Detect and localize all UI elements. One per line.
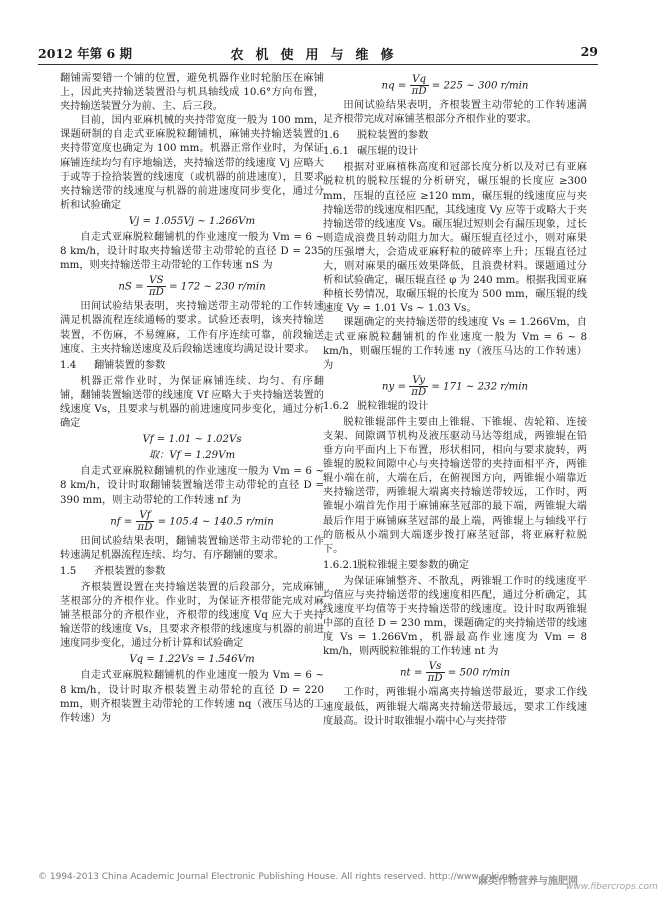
paragraph: 田间试验结果表明，齐根装置主动带轮的工作转速满足齐根带完成对麻铺茎根部分齐根作业的要求。	[323, 100, 587, 126]
section-title: 脱粒锥辊的设计	[357, 400, 429, 412]
fraction	[147, 275, 166, 298]
section-number: 1.4	[60, 359, 77, 371]
equation	[323, 661, 587, 684]
equation	[60, 275, 324, 298]
journal-title: 农机使用与维修	[230, 48, 406, 63]
denominator: πD	[411, 386, 427, 398]
page-footer	[38, 872, 658, 892]
equation-rhs: = 172 ~ 230 r/min	[165, 281, 266, 293]
section-heading	[60, 359, 324, 373]
paragraph: 自走式亚麻脱粒翻铺机的作业速度一般为 Vm = 6 ~ 8 km/h，设计时取齐根装置主动带轮的直径 D = 220 mm，则齐根装置主动带轮的工作转速 nq（液压马达的工作转速）为	[60, 670, 324, 724]
paragraph: 课题确定的夹持输送带的线速度 Vs = 1.266Vm，自走式亚麻脱粒翻铺机的作业速度一般为 Vm = 6 ~ 8 km/h，则碾压辊的工作转速 ny（液压马达的工作转速）为	[323, 317, 587, 371]
section-number: 1.6.2.1	[323, 559, 359, 571]
section-title: 脱粒锥辊主要参数的确定	[357, 559, 470, 571]
numerator: VS	[147, 275, 166, 287]
numerator: Vf	[136, 510, 155, 522]
equation: 取：Vf = 1.29Vm	[148, 450, 236, 462]
equation-rhs: = 171 ~ 232 r/min	[428, 381, 529, 393]
fraction	[409, 375, 428, 398]
section-heading	[323, 400, 587, 414]
paragraph: 田间试验结果表明，夹持输送带主动带轮的工作转速满足机器流程连续通畅的要求。试验还表明，该夹持输送装置，不伤麻，不易缠麻，工作有序连续可靠，前段输送速度、主夹持输送速度及后段输送速度均满足设计要求。	[60, 301, 324, 355]
equation-lhs: nf =	[110, 516, 136, 528]
equation-lhs: nq =	[381, 80, 410, 92]
section-heading	[323, 129, 587, 143]
paragraph: 目前，国内亚麻机械的夹持带宽度一般为 100 mm，课题研制的自走式亚麻脱粒翻铺机，麻铺夹持输送装置的夹持带宽度也确定为 100 mm。机器正常作业时，为保证麻铺连续均匀有序地输送，夹持输送带的线速度 Vj 应略大于或等于捡拾装置的线速度（或机器的前进速度），且要求夹持输送带的线速度与机器的前进速度同步变化，通过分析和试验确定	[60, 115, 324, 211]
page-number: 29	[580, 44, 598, 59]
equation: Vf = 1.01 ~ 1.02Vs	[142, 434, 242, 446]
watermark-url: www.fibercrops.com	[566, 882, 658, 892]
section-heading	[60, 565, 324, 579]
section-number: 1.6.2	[323, 400, 349, 412]
equation	[60, 510, 324, 533]
numerator: Vq	[410, 74, 429, 86]
denominator: πD	[411, 86, 427, 97]
issue-label: 2012 年第 6 期	[38, 46, 133, 61]
denominator: πD	[427, 673, 443, 685]
paragraph: 根据对亚麻植株高度和冠部长度分析以及对已有亚麻脱粒机的脱粒压辊的分析研究，碾压辊的长度应 ≥300 mm，压辊的直径应 ≥120 mm，碾压辊的线速度应与夹持输送带的线速度相匹配，其线速度 Vy 应等于或略大于夹持输送带的线速度 Vs。碾压辊过短则会有漏压现象，过长则造成浪费且转动阻力加大。碾压辊直径过小，则对麻果的压强增大，会造成亚麻籽粒的破碎率上升；压辊直径过大，则对麻果的碾压效果降低，且浪费材料。课题通过分析和试验确定，碾压辊直径 φ 为 240 mm。根据我国亚麻种植长势情况，取碾压辊的长度为 500 mm，碾压辊的线速度 Vy = 1.01 Vs ~ 1.03 Vs。	[323, 162, 587, 315]
paragraph: 工作时，两锥辊小端离夹持输送带最近，要求工作线速度最低，两锥辊大端离夹持输送带最远，要求工作线速度最高。设计时取锥辊小端中心与夹持带	[323, 687, 587, 727]
paragraph: 自走式亚麻脱粒翻铺机的作业速度一般为 Vm = 6 ~ 8 km/h，设计时取翻铺装置输送带主动带轮的直径 D = 390 mm，则主动带轮的工作转速 nf 为	[60, 466, 324, 506]
fraction	[136, 510, 155, 533]
section-number: 1.6.1	[323, 146, 349, 158]
paragraph: 机器正常作业时，为保证麻铺连续、均匀、有序翻铺，翻铺装置输送带的线速度 Vf 应略大于夹持输送装置的线速度 Vs，且要求与机器的前进速度同步变化，通过分析确定	[60, 375, 324, 430]
denominator: πD	[137, 521, 153, 533]
equation: Vq = 1.22Vs = 1.546Vm	[129, 654, 255, 666]
right-column	[323, 72, 587, 729]
page-header	[38, 44, 598, 62]
paragraph: 齐根装置设置在夹持输送装置的后段部分，完成麻铺茎根部分的齐根作业。作业时，为保证齐根带能完成对麻铺茎根部分的齐根作业，齐根带的线速度 Vq 应大于夹持输送带的线速度 Vs，且要求齐根带的线速度与机器的前进速度同步变化，通过分析计算和试验确定	[60, 581, 324, 650]
left-column	[60, 72, 324, 726]
paragraph: 翻铺需要错一个铺的位置，避免机器作业时轮胎压在麻铺上，因此夹持输送装置沿与机具轴线成 10.6°方向布置，夹持输送装置分为前、主、后三段。	[60, 73, 324, 113]
equation-lhs: nt =	[399, 667, 426, 679]
equation-rhs: = 500 r/min	[444, 667, 511, 679]
section-heading	[323, 145, 587, 159]
paragraph: 田间试验结果表明，翻铺装置输送带主动带轮的工作转速满足机器流程连续、均匀、有序翻铺的要求。	[60, 535, 324, 561]
section-title: 碾压辊的设计	[357, 146, 419, 158]
equation-rhs: = 225 ~ 300 r/min	[428, 80, 529, 92]
numerator: Vs	[426, 661, 445, 673]
paragraph: 自走式亚麻脱粒翻铺机的作业速度一般为 Vm = 6 ~ 8 km/h，设计时取夹持输送带主动带轮的直径 D = 235 mm，则夹持输送带主动带轮的工作转速 nS 为	[60, 232, 324, 272]
section-heading	[323, 559, 587, 573]
section-number: 1.5	[60, 565, 77, 577]
equation-lhs: ny =	[381, 381, 410, 393]
fraction	[410, 74, 429, 97]
equation-lhs: nS =	[118, 281, 147, 293]
denominator: πD	[148, 287, 164, 299]
fraction	[426, 661, 445, 684]
watermark-text: 麻类作物营养与施肥网	[478, 876, 578, 887]
numerator: Vy	[409, 375, 428, 387]
equation: Vj = 1.055Vj ~ 1.266Vm	[128, 215, 256, 227]
copyright-line: © 1994-2013 China Academic Journal Electronic Publishing House. All rights reserved. http://www.cnki.net	[38, 872, 517, 882]
equation-rhs: = 105.4 ~ 140.5 r/min	[154, 516, 274, 528]
equation	[323, 74, 587, 97]
equation	[323, 375, 587, 398]
section-number: 1.6	[323, 130, 340, 142]
header-rule	[38, 64, 598, 65]
paragraph: 为保证麻铺整齐、不散乱，两锥辊工作时的线速度平均值应与夹持输送带的线速度相匹配，通过分析确定，其线速度平均值等于夹持输送带的线速度。设计时取两锥辊中部的直径 D = 230 mm，课题确定的夹持输送带的线速度 Vs = 1.266Vm，机器最高作业速度为 Vm = 8 km/h，则两脱粒锥辊的工作转速 nt 为	[323, 575, 587, 658]
section-title: 齐根装置的参数	[94, 565, 166, 577]
paragraph: 脱粒锥辊部件主要由上锥辊、下锥辊、齿轮箱、连接支架、间隙调节机构及液压驱动马达等组成，两锥辊在铅垂方向平面内上下布置，形状相同，相向与要求旋转，两锥辊的脱粒间隙中心与夹持输送带的夹持面相平齐，两锥辊小端在前，大端在后，在俯视图方向，两锥辊小端靠近夹持输送带，两锥辊大端离夹持输送带较远，工作时，两锥辊小端首先作用于麻铺麻茎冠部的最下端，两锥辊大端最后作用于麻铺麻茎冠部的最上端，两锥辊上与轴线平行的筋板从小端到大端逐步拨打麻茎冠部，将亚麻籽粒脱下。	[323, 416, 587, 555]
section-title: 脱粒装置的参数	[357, 130, 429, 142]
section-title: 翻铺装置的参数	[94, 359, 166, 371]
